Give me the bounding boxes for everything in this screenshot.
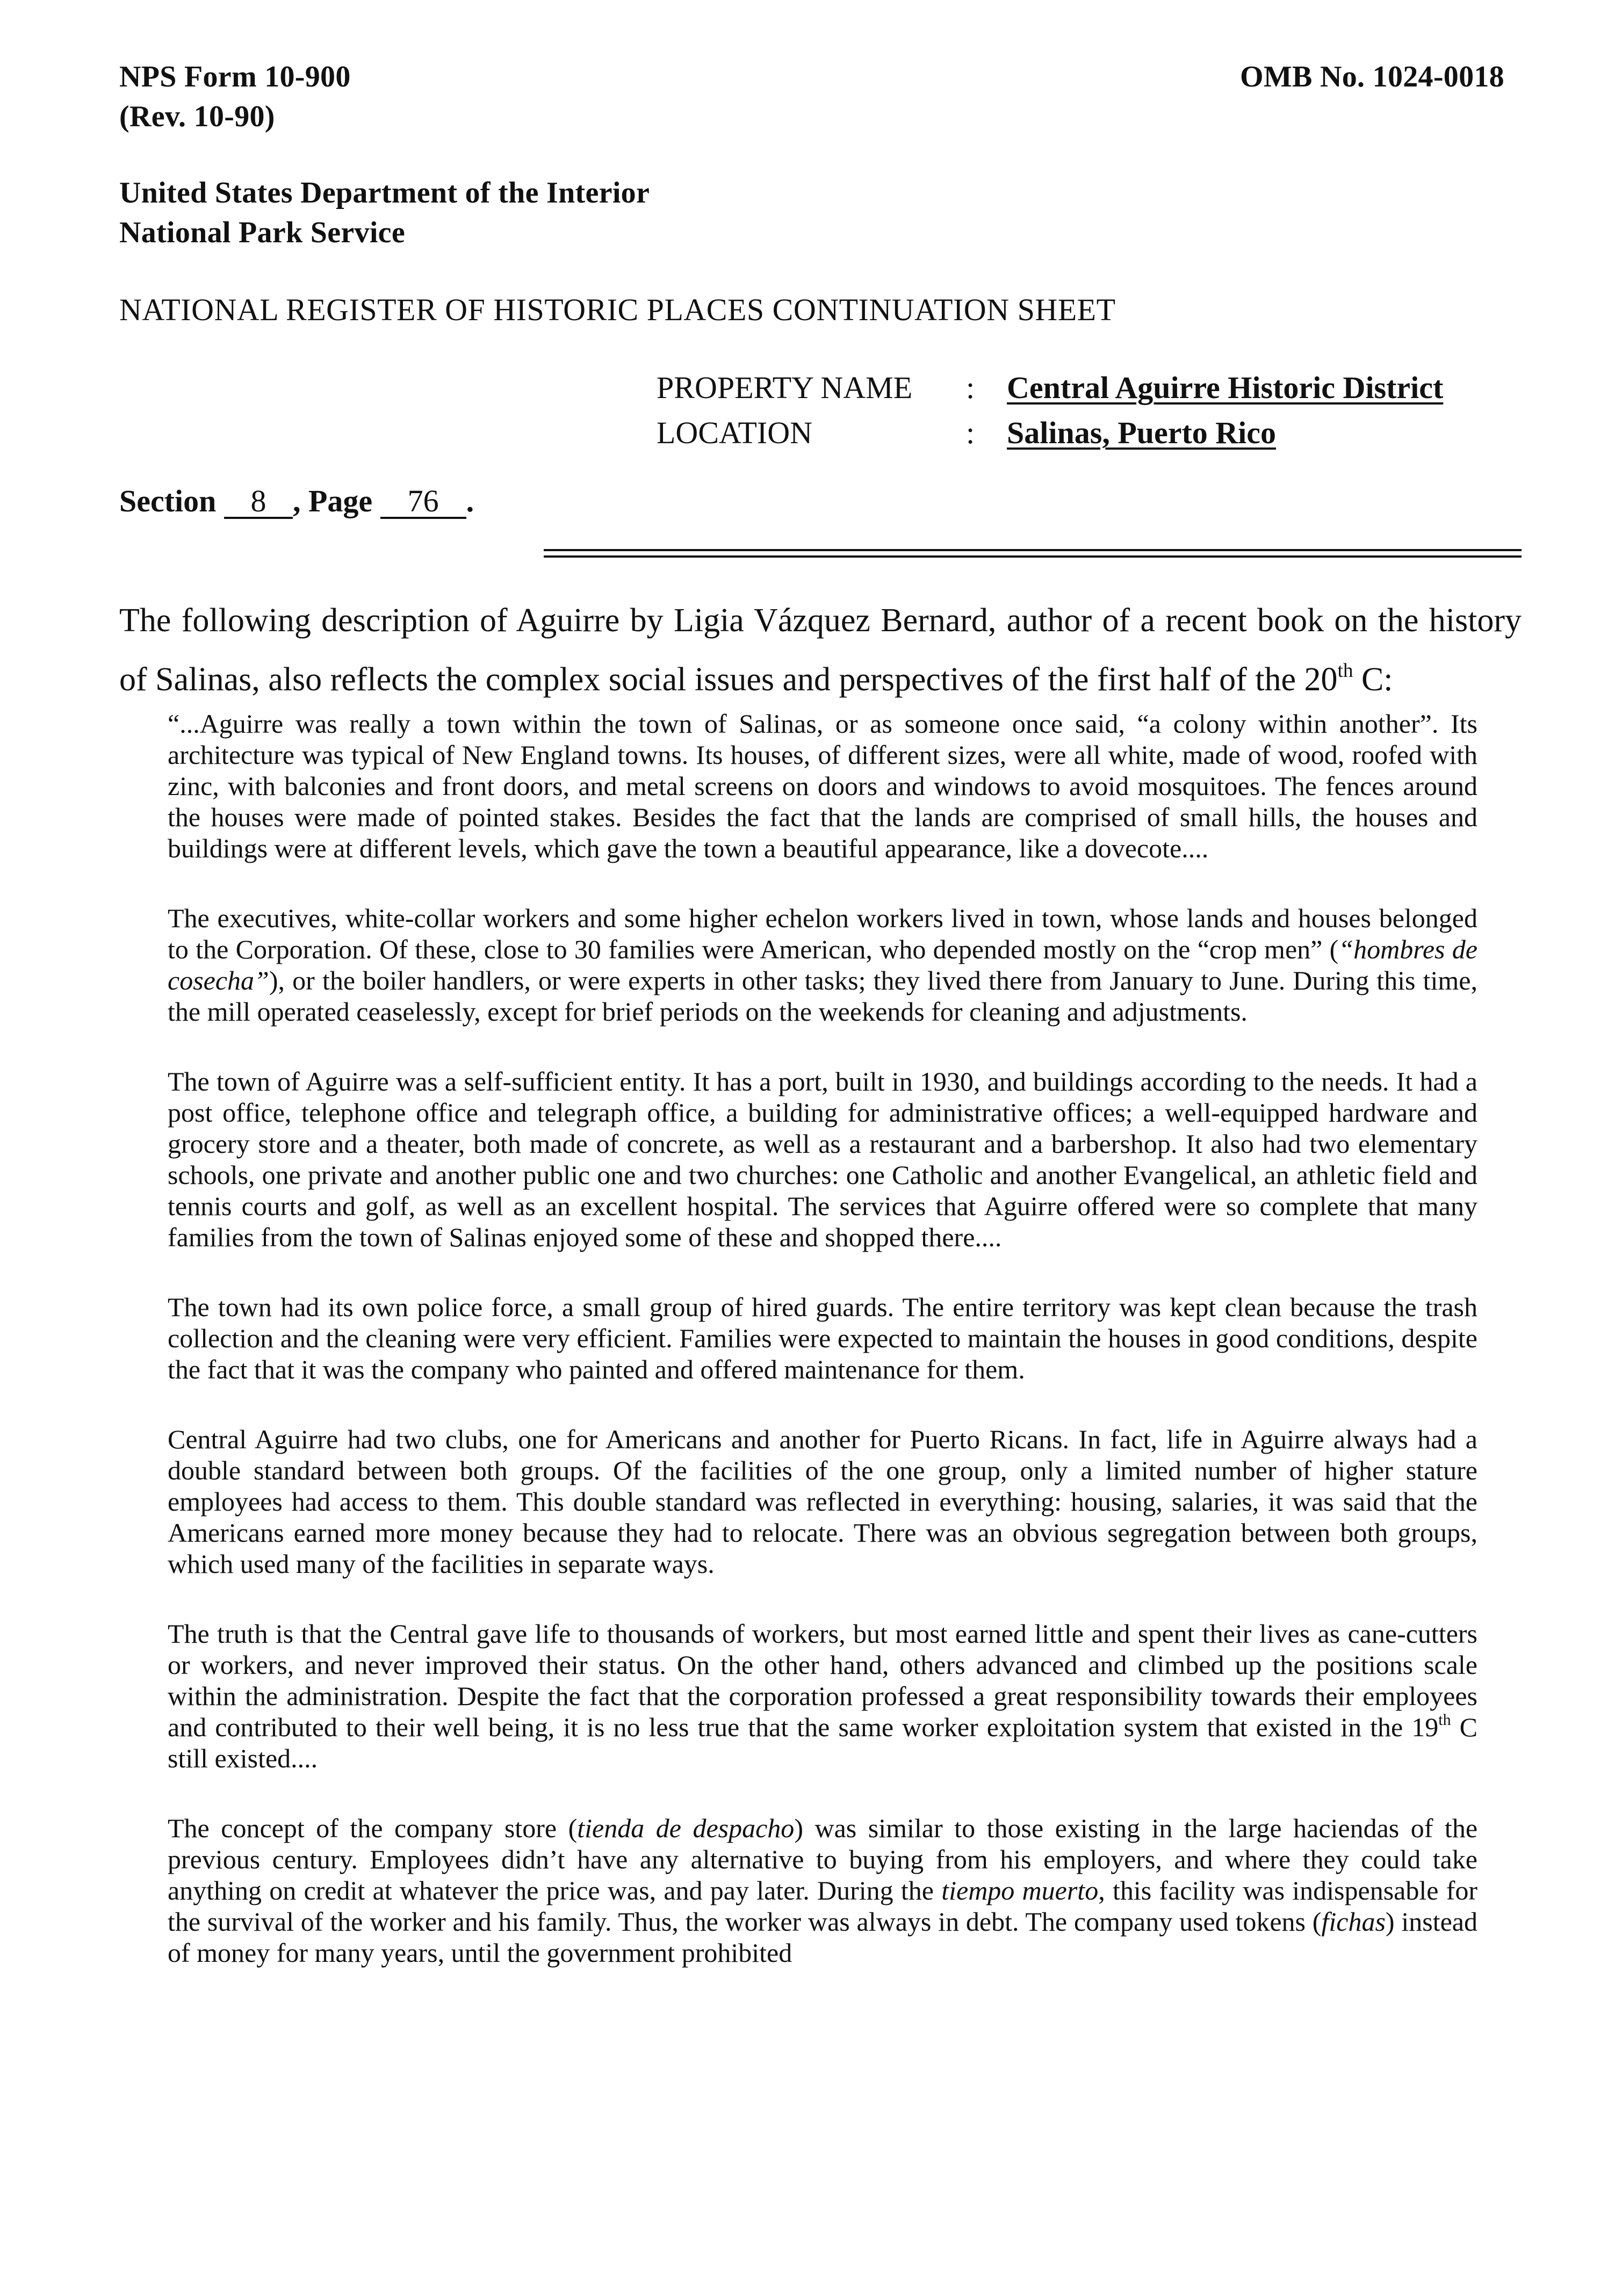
block-quote bbox=[168, 708, 1477, 1968]
agency-block bbox=[119, 173, 650, 252]
department-name: United States Department of the Interior bbox=[119, 176, 650, 210]
quote-text: The executives, white-collar workers and some higher echelon workers lived in town, whose lands and houses belonged to the Corporation. Of these, close to 30 families were American, who depended mostly on the “crop men” ( bbox=[168, 903, 1477, 964]
quote-paragraph bbox=[168, 902, 1477, 1027]
property-labels bbox=[657, 365, 912, 456]
property-values bbox=[1007, 365, 1443, 456]
section-page-line bbox=[119, 481, 474, 521]
intro-superscript: th bbox=[1337, 659, 1353, 682]
quote-paragraph: Central Aguirre had two clubs, one for Americans and another for Puerto Ricans. In fact, life in Aguirre always had a double standard between both groups. Of the facilities of the one group, only a limited number of higher stature employees had access to them. This double standard was reflected in everything: housing, salaries, it was said that the Americans earned more money because they had to relocate. There was an obvious segregation between both groups, which used many of the facilities in separate ways. bbox=[168, 1424, 1477, 1579]
property-name-separator: : bbox=[966, 370, 975, 405]
location-separator: : bbox=[966, 415, 975, 450]
quote-italic: tiempo muerto bbox=[941, 1875, 1099, 1905]
property-name-label: PROPERTY NAME bbox=[657, 370, 913, 405]
quote-superscript: th bbox=[1438, 1711, 1451, 1729]
location-label: LOCATION bbox=[657, 415, 812, 450]
divider-rule-bottom bbox=[544, 555, 1522, 558]
quote-italic: “hombres de cosecha” bbox=[168, 934, 1477, 995]
quote-text: ), or the boiler handlers, or were experts in other tasks; they lived there from January to June. During this time, the mill operated ceaselessly, except for brief periods on the weekends for cleaning and adjustments. bbox=[168, 965, 1477, 1027]
quote-text: ) was similar to those existing in the large haciendas of the previous century. Employees didn’t have any alternative to buying from his employers, and where they could take anything on credit at whatever the price was, and pay later. During the bbox=[168, 1813, 1478, 1905]
quote-paragraph: “...Aguirre was really a town within the town of Salinas, or as someone once said, “a colony within another”. Its architecture was typical of New England towns. Its houses, of different sizes, were all white, made of wood, roofed with zinc, with balconies and front doors, and metal screens on doors and windows to avoid mosquitoes. The fences around the houses were made of pointed stakes. Besides the fact that the lands are comprised of small hills, the houses and buildings were at different levels, which gave the town a beautiful appearance, like a dovecote.... bbox=[168, 709, 1477, 863]
sheet-title: NATIONAL REGISTER OF HISTORIC PLACES CONTINUATION SHEET bbox=[119, 292, 1116, 327]
page-number: 76 bbox=[380, 486, 466, 519]
divider-rule-top bbox=[544, 549, 1522, 551]
property-name-value: Central Aguirre Historic District bbox=[1007, 370, 1444, 405]
quote-text: The truth is that the Central gave life to thousands of workers, but most earned little and spent their lives as cane-cutters or workers, and never improved their status. On the other hand, others advanced and climbed up the positions scale within the administration. Despite the fact that the corporation professed a great responsibility towards their employees and contributed to their well being, it is no less true that the same worker exploitation system that existed in the 19 bbox=[168, 1619, 1477, 1742]
service-name: National Park Service bbox=[119, 216, 405, 249]
intro-paragraph bbox=[119, 591, 1522, 709]
intro-text: The following description of Aguirre by Ligia Vázquez Bernard, author of a recent book on the history of Salinas, also reflects the complex social issues and perspectives of the first half of the 20 bbox=[119, 602, 1522, 698]
quote-paragraph bbox=[168, 1618, 1477, 1774]
quote-italic: fichas bbox=[1321, 1907, 1386, 1937]
omb-number: OMB No. 1024-0018 bbox=[1240, 60, 1504, 93]
form-revision: (Rev. 10-90) bbox=[119, 100, 275, 133]
location-value: Salinas, Puerto Rico bbox=[1007, 415, 1277, 450]
quote-text: C still existed.... bbox=[168, 1712, 1477, 1773]
page-label: , Page bbox=[292, 483, 373, 518]
intro-text-end: C: bbox=[1353, 661, 1393, 698]
quote-italic: tienda de despacho bbox=[577, 1813, 795, 1843]
section-label: Section bbox=[119, 483, 217, 518]
quote-paragraph: The town had its own police force, a small group of hired guards. The entire territory was kept clean because the trash collection and the cleaning were very efficient. Families were expected to maintain the houses in good conditions, despite the fact that it was the company who painted and offered maintenance for them. bbox=[168, 1292, 1477, 1384]
quote-paragraph bbox=[168, 1813, 1477, 1968]
form-identifier bbox=[119, 57, 351, 136]
quote-text: , this facility was indispensable for the survival of the worker and his family. Thus, the worker was always in debt. The company used tokens ( bbox=[168, 1875, 1477, 1937]
form-name: NPS Form 10-900 bbox=[119, 60, 351, 93]
section-number: 8 bbox=[224, 486, 293, 519]
section-line-end: . bbox=[466, 483, 474, 518]
quote-paragraph: The town of Aguirre was a self-sufficient entity. It has a port, built in 1930, and buildings according to the needs. It had a post office, telephone office and telegraph office, a building for administrative offices; a well-equipped hardware and grocery store and a theater, both made of concrete, as well as a restaurant and a barbershop. It also had two elementary schools, one private and another public one and two churches: one Catholic and another Evangelical, an athletic field and tennis courts and golf, as well as an excellent hospital. The services that Aguirre offered were so complete that many families from the town of Salinas enjoyed some of these and shopped there.... bbox=[168, 1066, 1477, 1252]
quote-text: The concept of the company store ( bbox=[168, 1813, 578, 1843]
property-separators bbox=[966, 365, 975, 456]
quote-text: ) instead of money for many years, until the government prohibited bbox=[168, 1907, 1477, 1968]
